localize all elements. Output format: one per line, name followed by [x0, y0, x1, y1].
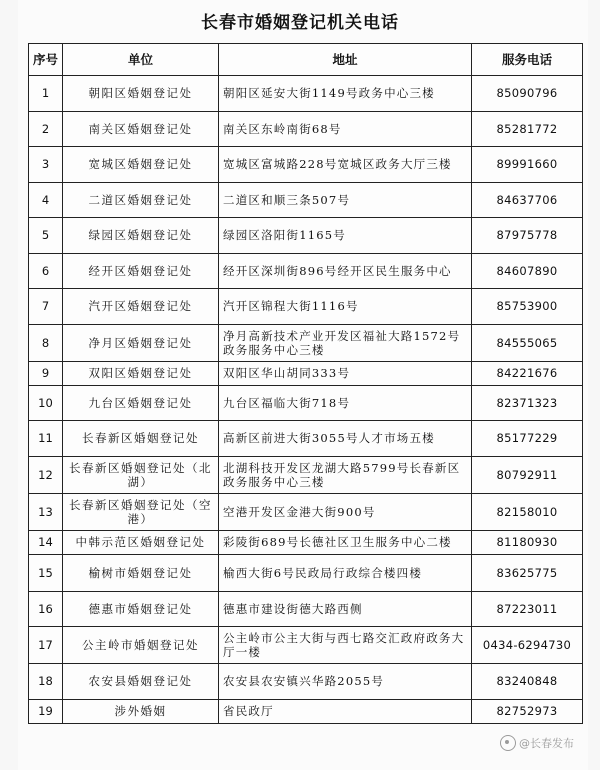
cell-phone: 84555065 [472, 324, 583, 361]
cell-unit: 经开区婚姻登记处 [63, 253, 219, 289]
cell-unit: 中韩示范区婚姻登记处 [63, 530, 219, 554]
cell-address: 空港开发区金港大街900号 [219, 493, 472, 530]
cell-unit: 二道区婚姻登记处 [63, 182, 219, 218]
cell-unit: 九台区婚姻登记处 [63, 385, 219, 421]
cell-no: 6 [29, 253, 63, 289]
cell-phone: 82752973 [472, 699, 583, 723]
cell-no: 5 [29, 218, 63, 254]
table-row [29, 324, 583, 361]
cell-phone: 87223011 [472, 591, 583, 627]
table-row [29, 385, 583, 421]
cell-phone: 84607890 [472, 253, 583, 289]
header-unit: 单位 [63, 44, 219, 76]
cell-address: 北湖科技开发区龙湖大路5799号长春新区政务服务中心三楼 [219, 456, 472, 493]
cell-no: 10 [29, 385, 63, 421]
table-header-row [29, 44, 583, 76]
cell-address: 榆西大街6号民政局行政综合楼四楼 [219, 554, 472, 591]
cell-phone: 0434-6294730 [472, 627, 583, 664]
cell-unit: 长春新区婚姻登记处（空港） [63, 493, 219, 530]
cell-phone: 80792911 [472, 456, 583, 493]
cell-unit: 公主岭市婚姻登记处 [63, 627, 219, 664]
cell-no: 11 [29, 421, 63, 457]
cell-unit: 朝阳区婚姻登记处 [63, 76, 219, 112]
cell-no: 3 [29, 147, 63, 183]
cell-address: 九台区福临大街718号 [219, 385, 472, 421]
cell-unit: 榆树市婚姻登记处 [63, 554, 219, 591]
cell-no: 14 [29, 530, 63, 554]
table-row [29, 421, 583, 457]
document-title: 长春市婚姻登记机关电话 [201, 13, 399, 33]
cell-no: 2 [29, 111, 63, 147]
cell-address: 经开区深圳街896号经开区民生服务中心 [219, 253, 472, 289]
cell-unit: 汽开区婚姻登记处 [63, 289, 219, 325]
cell-no: 7 [29, 289, 63, 325]
cell-address: 公主岭市公主大街与西七路交汇政府政务大厅一楼 [219, 627, 472, 664]
table-row [29, 627, 583, 664]
cell-no: 18 [29, 664, 63, 700]
cell-address: 净月高新技术产业开发区福祉大路1572号政务服务中心三楼 [219, 324, 472, 361]
cell-phone: 81180930 [472, 530, 583, 554]
table-row [29, 147, 583, 183]
cell-no: 1 [29, 76, 63, 112]
table-row [29, 289, 583, 325]
table-row [29, 111, 583, 147]
table-row [29, 554, 583, 591]
cell-address: 德惠市建设街德大路西侧 [219, 591, 472, 627]
cell-no: 19 [29, 699, 63, 723]
cell-no: 8 [29, 324, 63, 361]
cell-phone: 84637706 [472, 182, 583, 218]
cell-unit: 绿园区婚姻登记处 [63, 218, 219, 254]
cell-address: 农安县农安镇兴华路2055号 [219, 664, 472, 700]
cell-no: 12 [29, 456, 63, 493]
cell-address: 朝阳区延安大街1149号政务中心三楼 [219, 76, 472, 112]
cell-phone: 85090796 [472, 76, 583, 112]
cell-unit: 涉外婚姻 [63, 699, 219, 723]
table-row [29, 456, 583, 493]
cell-phone: 82158010 [472, 493, 583, 530]
watermark [500, 735, 574, 751]
cell-address: 宽城区富城路228号宽城区政务大厅三楼 [219, 147, 472, 183]
cell-phone: 85281772 [472, 111, 583, 147]
cell-phone: 87975778 [472, 218, 583, 254]
cell-no: 9 [29, 361, 63, 385]
cell-address: 汽开区锦程大街1116号 [219, 289, 472, 325]
cell-address: 南关区东岭南街68号 [219, 111, 472, 147]
table-row [29, 218, 583, 254]
table-row [29, 530, 583, 554]
cell-phone: 83625775 [472, 554, 583, 591]
header-address: 地址 [219, 44, 472, 76]
cell-phone: 82371323 [472, 385, 583, 421]
cell-no: 15 [29, 554, 63, 591]
table-row [29, 664, 583, 700]
cell-phone: 85753900 [472, 289, 583, 325]
header-phone: 服务电话 [472, 44, 583, 76]
watermark-text: @长春发布 [519, 737, 574, 750]
cell-phone: 89991660 [472, 147, 583, 183]
cell-unit: 净月区婚姻登记处 [63, 324, 219, 361]
cell-address: 彩陵街689号长德社区卫生服务中心二楼 [219, 530, 472, 554]
cell-phone: 83240848 [472, 664, 583, 700]
cell-unit: 双阳区婚姻登记处 [63, 361, 219, 385]
cell-no: 4 [29, 182, 63, 218]
cell-address: 二道区和顺三条507号 [219, 182, 472, 218]
cell-unit: 长春新区婚姻登记处 [63, 421, 219, 457]
cell-no: 13 [29, 493, 63, 530]
table-row [29, 253, 583, 289]
weibo-icon [500, 735, 516, 751]
cell-unit: 德惠市婚姻登记处 [63, 591, 219, 627]
registry-table [28, 43, 583, 724]
cell-address: 省民政厅 [219, 699, 472, 723]
table-row [29, 76, 583, 112]
cell-address: 绿园区洛阳街1165号 [219, 218, 472, 254]
cell-no: 16 [29, 591, 63, 627]
cell-unit: 长春新区婚姻登记处（北湖） [63, 456, 219, 493]
cell-unit: 南关区婚姻登记处 [63, 111, 219, 147]
cell-no: 17 [29, 627, 63, 664]
cell-address: 双阳区华山胡同333号 [219, 361, 472, 385]
header-no: 序号 [29, 44, 63, 76]
cell-address: 高新区前进大街3055号人才市场五楼 [219, 421, 472, 457]
cell-phone: 84221676 [472, 361, 583, 385]
cell-phone: 85177229 [472, 421, 583, 457]
table-row [29, 699, 583, 723]
table-row [29, 361, 583, 385]
cell-unit: 宽城区婚姻登记处 [63, 147, 219, 183]
table-row [29, 591, 583, 627]
cell-unit: 农安县婚姻登记处 [63, 664, 219, 700]
table-row [29, 493, 583, 530]
table-row [29, 182, 583, 218]
